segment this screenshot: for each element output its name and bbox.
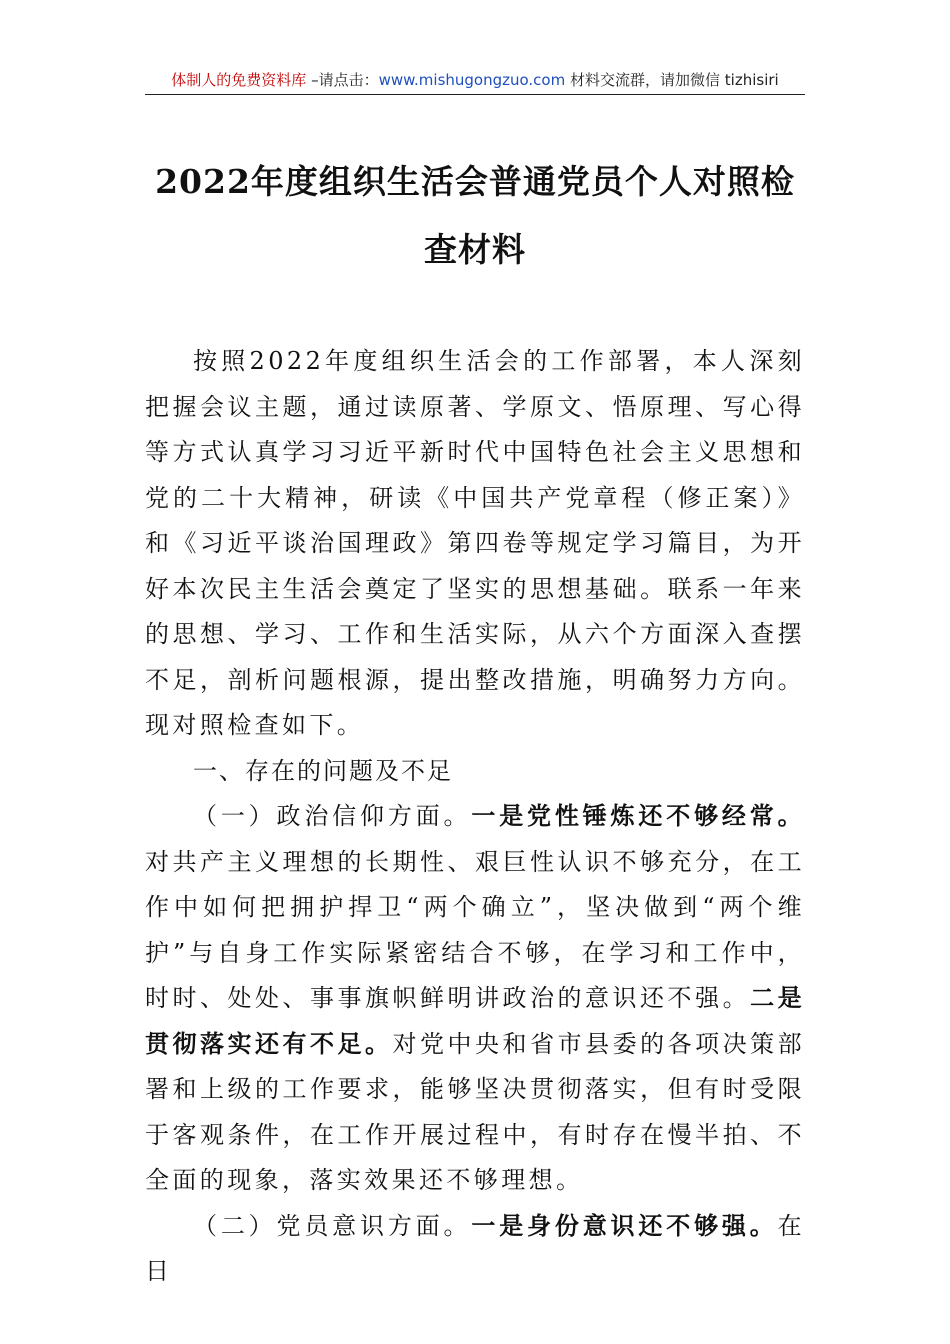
intro-paragraph: 按照2022年度组织生活会的工作部署，本人深刻把握会议主题，通过读原著、学原文、悟原理、写心得等方式认真学习习近平新时代中国特色社会主义思想和党的二十大精神，研读《中国共产党章程（修正案）》和《习近平谈治国理政》第四卷等规定学习篇目，为开好本次民主生活会奠定了坚实的思想基础。联系一年来的思想、学习、工作和生活实际，从六个方面深入查摆不足，剖析问题根源，提出整改措施，明确努力方向。现对照检查如下。	[145, 347, 805, 739]
header-brand: 体制人的免费资料库	[171, 71, 307, 89]
bold-point: 一是身份意识还不够强。	[471, 1211, 778, 1240]
paragraph-political-belief	[145, 794, 805, 1204]
header-url-link[interactable]: www.mishugongzuo.com	[378, 71, 566, 89]
item-text: 对党中央和省市县委的各项决策部署和上级的工作要求，能够坚决贯彻落实，但有时受限于客观条件，在工作开展过程中，有时存在慢半拍、不全面的现象，落实效果还不够理想。	[145, 1029, 806, 1194]
item-prefix: （一）政治信仰方面。	[193, 802, 472, 830]
document-title: 2022年度组织生活会普通党员个人对照检查材料	[155, 162, 795, 269]
header-suffix: 材料交流群，请加微信 tizhisiri	[570, 71, 779, 89]
document-body	[145, 339, 805, 1295]
header-prompt: –请点击：	[311, 71, 379, 89]
item-text: 在日	[145, 1211, 805, 1285]
item-prefix: （二）党员意识方面。	[193, 1211, 472, 1240]
page-header	[145, 66, 805, 95]
bold-point: 二是贯彻落实还有不足。	[145, 984, 805, 1058]
item-text: 对共产主义理想的长期性、艰巨性认识不够充分，在工作中如何把拥护捍卫“两个确立”，坚决做到“两个维护”与自身工作实际紧密结合不够，在学习和工作中，时时、处处、事事旗帜鲜明讲政治的意识还不强。	[145, 847, 805, 1012]
section-heading: 一、存在的问题及不足	[193, 756, 453, 785]
bold-point: 一是党性锤炼还不够经常。	[471, 802, 805, 830]
paragraph-party-awareness	[145, 1204, 805, 1295]
